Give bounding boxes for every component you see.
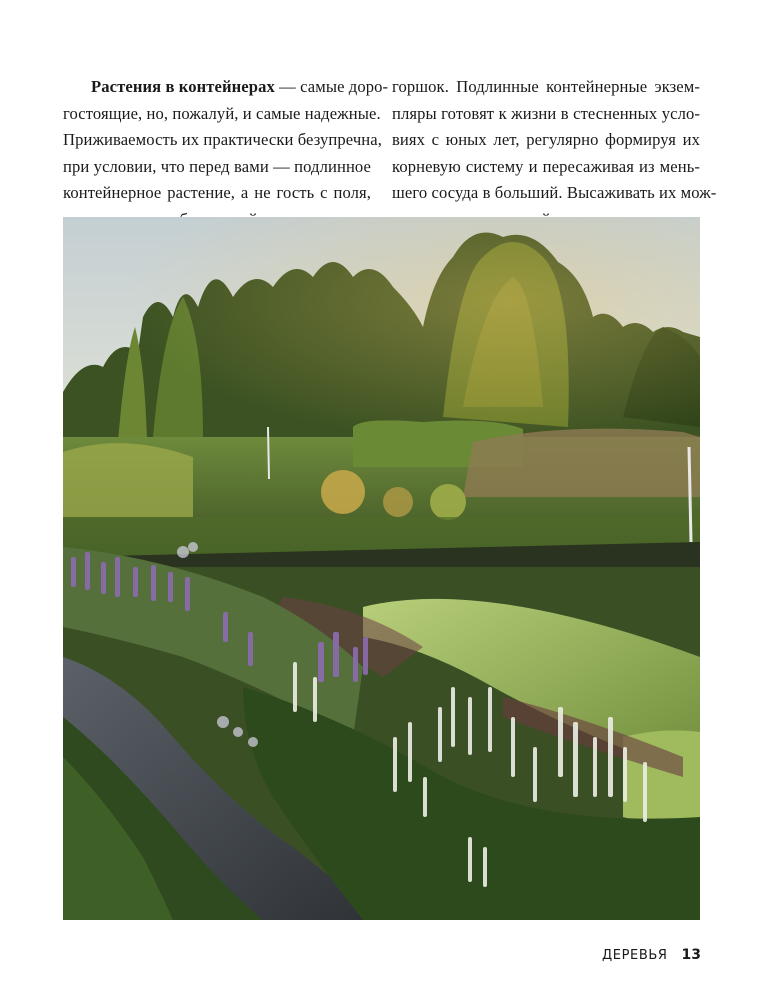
paragraph-line: Приживаемость их практически безупречна,: [63, 130, 382, 150]
paragraph-line: шего сосуда в больший. Высаживать их мож-: [392, 183, 717, 203]
text-column-right: [392, 74, 717, 234]
ornamental-grass: [463, 429, 700, 497]
lead-term: Растения в контейнерах: [91, 77, 275, 96]
paragraph-line: при условии, что перед вами — подлинное: [63, 156, 371, 176]
section-title: ДЕРЕВЬЯ: [602, 948, 668, 963]
paragraph-line: пляры готовят к жизни в стесненных усло-: [392, 103, 700, 123]
paragraph-line: виях с юных лет, регулярно формируя их: [392, 130, 700, 150]
photo-illustration: [63, 217, 700, 920]
nursery-photo: [63, 217, 700, 920]
paragraph-line: контейнерное растение, а не гость с поля,: [63, 183, 371, 203]
text-column-left: [63, 74, 389, 234]
paragraph-line: корневую систему и пересаживая из мень-: [392, 156, 700, 176]
page-footer: [602, 947, 701, 963]
page-number: 13: [681, 947, 701, 963]
paragraph-line: гостоящие, но, пожалуй, и самые надежные.: [63, 103, 381, 123]
paragraph-line: горшок. Подлинные контейнерные экзем-: [392, 77, 700, 96]
paragraph-line: Растения в контейнерах — самые доро-: [91, 77, 389, 96]
